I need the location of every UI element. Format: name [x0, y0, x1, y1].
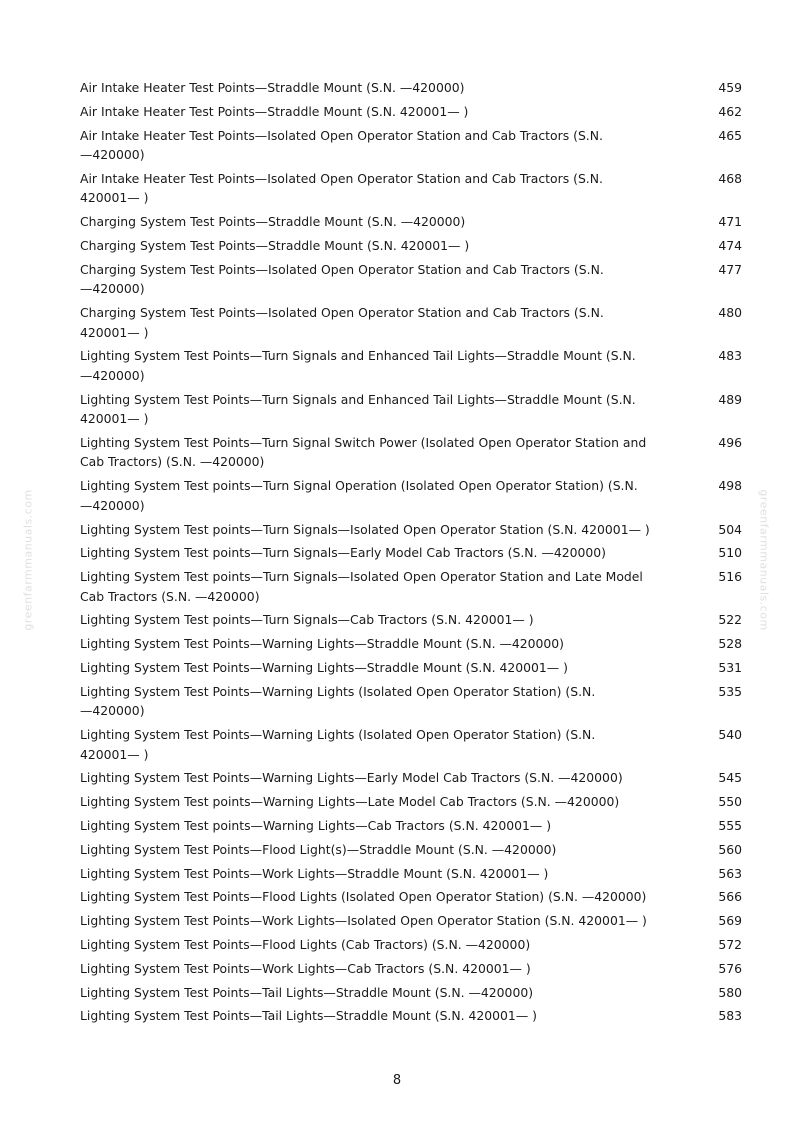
toc-entry-title: Lighting System Test Points—Warning Lights—Early Model Cab Tractors (S.N. —420000): [80, 770, 623, 786]
toc-entry-page: 477: [718, 261, 742, 277]
toc-entry-page: 560: [718, 841, 742, 857]
toc-entry-title: Lighting System Test Points—Flood Lights (Cab Tractors) (S.N. —420000): [80, 937, 531, 953]
toc-entry[interactable]: [80, 682, 742, 721]
toc-entry-page: 528: [718, 636, 742, 652]
toc-entry-page: 465: [718, 127, 742, 143]
toc-entry-title: Lighting System Test points—Warning Lights—Cab Tractors (S.N. 420001— ): [80, 818, 552, 834]
toc-entry-title: Air Intake Heater Test Points—Isolated Open Operator Station and Cab Tractors (S.N. 420001— ): [80, 170, 603, 206]
toc-entry-title: Lighting System Test Points—Work Lights—Isolated Open Operator Station (S.N. 420001— ): [80, 913, 647, 929]
toc-entry-page: 496: [718, 434, 742, 450]
toc-entry-page: 468: [718, 170, 742, 186]
toc-entry[interactable]: [80, 126, 742, 165]
toc-entry[interactable]: [80, 520, 742, 540]
toc-entry-page: 550: [718, 794, 742, 810]
toc-entry-title: Lighting System Test points—Turn Signal Operation (Isolated Open Operator Station) (S.N. —420000): [80, 478, 638, 513]
toc-entry[interactable]: [80, 433, 742, 472]
toc-entry-title: Lighting System Test Points—Warning Lights—Straddle Mount (S.N. —420000): [80, 636, 564, 652]
watermark-left: greenfarmmanuals.com: [21, 489, 35, 631]
toc-entry[interactable]: [80, 935, 742, 955]
toc-entry-page: 580: [718, 984, 742, 1000]
toc-entry[interactable]: [80, 102, 742, 122]
toc-entry-title: Charging System Test Points—Straddle Mount (S.N. 420001— ): [80, 237, 470, 253]
toc-entry-title: Lighting System Test Points—Warning Lights (Isolated Open Operator Station) (S.N. 420001— ): [80, 727, 596, 762]
watermark-right: greenfarmmanuals.com: [757, 489, 771, 631]
toc-entry-page: 516: [718, 569, 742, 585]
toc-entry[interactable]: [80, 346, 742, 385]
toc-entry-page: 572: [718, 937, 742, 953]
toc-entry[interactable]: [80, 610, 742, 630]
toc-entry-title: Lighting System Test points—Warning Lights—Late Model Cab Tractors (S.N. —420000): [80, 794, 620, 810]
toc-entry-title: Air Intake Heater Test Points—Isolated Open Operator Station and Cab Tractors (S.N. —420000): [80, 127, 603, 163]
toc-entry-title: Lighting System Test Points—Warning Lights—Straddle Mount (S.N. 420001— ): [80, 660, 568, 676]
toc-entry[interactable]: [80, 911, 742, 931]
toc-entry-page: 569: [718, 913, 742, 929]
toc-entry-title: Lighting System Test Points—Work Lights—Cab Tractors (S.N. 420001— ): [80, 960, 531, 976]
toc-entry-title: Lighting System Test Points—Turn Signals and Enhanced Tail Lights—Straddle Mount (S.N. —420000): [80, 348, 636, 383]
toc-entry-page: 498: [718, 478, 742, 494]
toc-entry-title: Lighting System Test Points—Flood Lights (Isolated Open Operator Station) (S.N. —420000): [80, 889, 647, 905]
toc-entry-page: 535: [718, 683, 742, 699]
toc-entry[interactable]: [80, 78, 742, 98]
toc-entry[interactable]: [80, 567, 742, 606]
toc-entry-page: 489: [718, 391, 742, 407]
toc-entry[interactable]: [80, 1006, 742, 1026]
toc-entry-page: 462: [718, 103, 742, 119]
toc-entry-title: Air Intake Heater Test Points—Straddle Mount (S.N. —420000): [80, 80, 465, 95]
toc-entry-page: 555: [718, 818, 742, 834]
toc-entry[interactable]: [80, 260, 742, 299]
toc-entry-title: Charging System Test Points—Isolated Open Operator Station and Cab Tractors (S.N. —420000): [80, 261, 604, 297]
toc-entry-page: 576: [718, 960, 742, 976]
toc-entry-page: 531: [718, 660, 742, 676]
page-number: 8: [392, 1073, 402, 1088]
toc-entry[interactable]: [80, 169, 742, 208]
toc-entry[interactable]: [80, 725, 742, 764]
toc-entry[interactable]: [80, 543, 742, 563]
toc-entry-title: Lighting System Test points—Turn Signals—Early Model Cab Tractors (S.N. —420000): [80, 545, 606, 561]
toc-entry[interactable]: [80, 768, 742, 788]
toc-entry-page: 483: [718, 348, 742, 364]
toc-entry[interactable]: [80, 887, 742, 907]
toc-entry-title: Lighting System Test Points—Work Lights—Straddle Mount (S.N. 420001— ): [80, 865, 549, 881]
toc-entry-title: Air Intake Heater Test Points—Straddle Mount (S.N. 420001— ): [80, 103, 469, 119]
table-of-contents: [80, 78, 742, 1026]
toc-entry-page: 504: [718, 521, 742, 537]
toc-entry[interactable]: [80, 658, 742, 678]
toc-entry-page: 474: [718, 237, 742, 253]
toc-entry-page: 545: [718, 770, 742, 786]
toc-entry-page: 459: [718, 80, 742, 95]
toc-entry[interactable]: [80, 840, 742, 860]
toc-entry-title: Charging System Test Points—Straddle Mount (S.N. —420000): [80, 214, 466, 230]
toc-entry-title: Lighting System Test Points—Tail Lights—Straddle Mount (S.N. —420000): [80, 984, 534, 1000]
toc-entry[interactable]: [80, 816, 742, 836]
toc-entry-title: Lighting System Test Points—Flood Light(s)—Straddle Mount (S.N. —420000): [80, 841, 557, 857]
toc-entry[interactable]: [80, 864, 742, 884]
toc-entry[interactable]: [80, 236, 742, 256]
toc-entry-page: 480: [718, 305, 742, 321]
toc-entry-title: Lighting System Test points—Turn Signals—Isolated Open Operator Station and Late Model Cab Tractors (S.N. —420000): [80, 569, 643, 604]
toc-entry-page: 522: [718, 612, 742, 628]
toc-entry-title: Lighting System Test points—Turn Signals—Cab Tractors (S.N. 420001— ): [80, 612, 534, 628]
toc-entry-page: 510: [718, 545, 742, 561]
toc-entry-title: Lighting System Test points—Turn Signals—Isolated Open Operator Station (S.N. 420001— ): [80, 521, 650, 537]
toc-entry[interactable]: [80, 476, 742, 515]
toc-entry-page: 471: [718, 214, 742, 230]
toc-entry-title: Lighting System Test Points—Turn Signal Switch Power (Isolated Open Operator Station and Cab Tractors) (S.N. —420000): [80, 434, 647, 470]
toc-entry-title: Lighting System Test Points—Tail Lights—Straddle Mount (S.N. 420001— ): [80, 1008, 537, 1024]
toc-entry-title: Lighting System Test Points—Turn Signals and Enhanced Tail Lights—Straddle Mount (S.N. 420001— ): [80, 391, 636, 427]
toc-entry[interactable]: [80, 303, 742, 342]
toc-entry[interactable]: [80, 634, 742, 654]
toc-entry-title: Charging System Test Points—Isolated Open Operator Station and Cab Tractors (S.N. 420001— ): [80, 305, 604, 340]
toc-entry[interactable]: [80, 959, 742, 979]
toc-entry-page: 540: [718, 727, 742, 743]
toc-entry-title: Lighting System Test Points—Warning Lights (Isolated Open Operator Station) (S.N. —420000): [80, 683, 596, 719]
toc-entry-page: 583: [718, 1008, 742, 1024]
toc-entry[interactable]: [80, 792, 742, 812]
toc-entry[interactable]: [80, 212, 742, 232]
toc-entry[interactable]: [80, 983, 742, 1003]
toc-entry-page: 566: [718, 889, 742, 905]
toc-entry[interactable]: [80, 390, 742, 429]
toc-entry-page: 563: [718, 865, 742, 881]
